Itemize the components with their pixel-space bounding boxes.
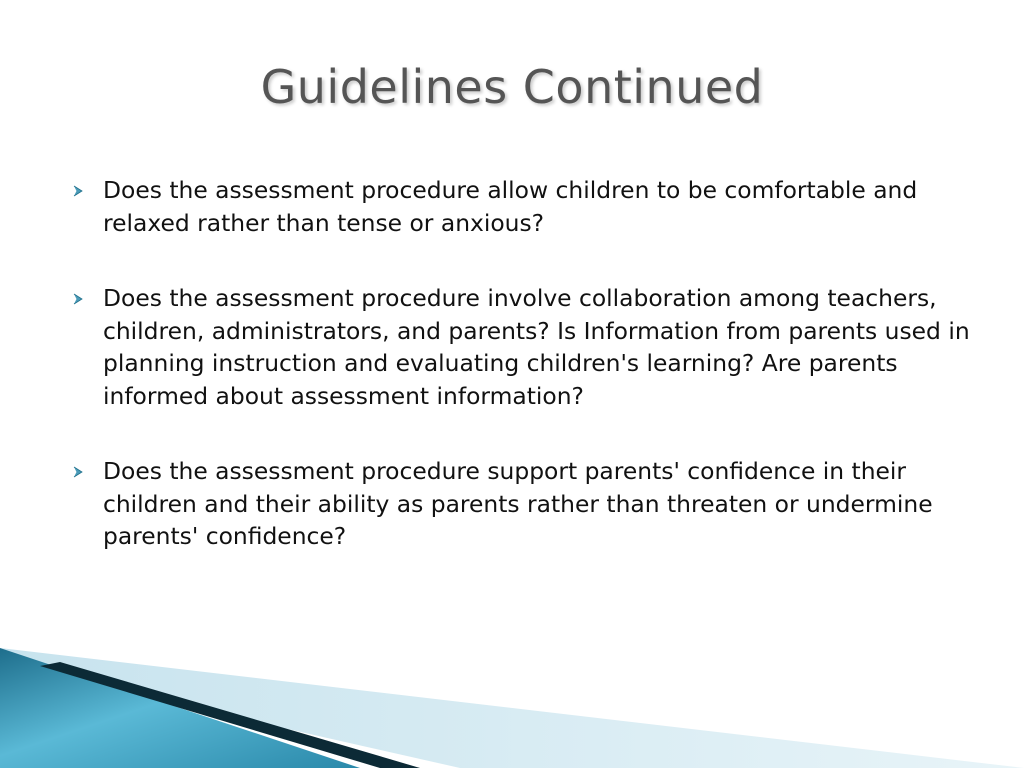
chevron-right-icon: [72, 292, 86, 306]
bullet-text: Does the assessment procedure support parents' confidence in their children and their ability as parents rather than threaten or undermine parents' confidence?: [103, 457, 933, 550]
list-item: [72, 174, 972, 239]
bullet-text: Does the assessment procedure allow children to be comfortable and relaxed rather than tense or anxious?: [103, 176, 918, 237]
chevron-right-icon: [72, 184, 86, 198]
list-item: [72, 455, 972, 553]
bullet-list: [72, 174, 972, 553]
decorative-wave-banner: [0, 600, 1024, 768]
bullet-text: Does the assessment procedure involve collaboration among teachers, children, administrators, and parents? Is Information from parents used in planning instruction and evaluating children's learning? Are parents informed about assessment information?: [103, 284, 970, 410]
list-item: [72, 282, 972, 412]
slide-title: Guidelines Continued: [260, 60, 764, 114]
chevron-right-icon: [72, 465, 86, 479]
